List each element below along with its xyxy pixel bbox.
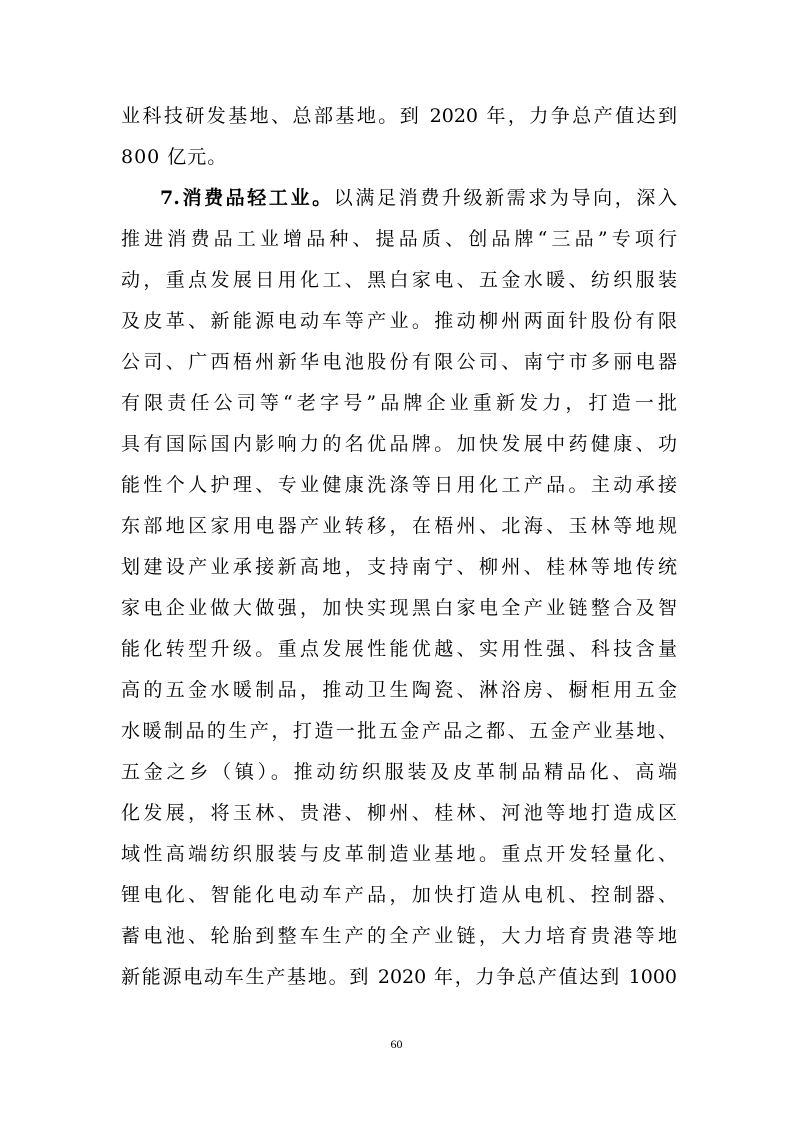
text-line: 锂电化、智能化电动车产品，加快打造从电机、控制器、 [121, 884, 677, 906]
text-line: 高的五金水暖制品，推动卫生陶瓷、淋浴房、橱柜用五金 [121, 679, 677, 701]
text-line: 能性个人护理、专业健康洗涤等日用化工产品。主动承接 [121, 474, 677, 496]
text-line: 及皮革、新能源电动车等产业。推动柳州两面针股份有限 [121, 310, 677, 332]
text-line: 水暖制品的生产，打造一批五金产品之都、五金产业基地、 [121, 720, 677, 742]
text-line: 有限责任公司等“老字号”品牌企业重新发力，打造一批 [121, 392, 677, 414]
text-line: 动，重点发展日用化工、黑白家电、五金水暖、纺织服装 [121, 269, 677, 291]
text-line: 推进消费品工业增品种、提品质、创品牌“三品”专项行 [121, 228, 677, 250]
section-7-heading: 7.消费品轻工业。 [160, 187, 334, 209]
text-line: 业科技研发基地、总部基地。到 2020 年，力争总产值达到 [121, 105, 677, 127]
body-text [121, 96, 677, 998]
text-line: 五金之乡（镇）。推动纺织服装及皮革制品精品化、高端 [121, 761, 677, 783]
text-line: 蓄电池、轮胎到整车生产的全产业链，大力培育贵港等地 [121, 925, 677, 947]
text-line: 新能源电动车生产基地。到 2020 年，力争总产值达到 1000 [121, 966, 677, 988]
text-line: 化发展，将玉林、贵港、柳州、桂林、河池等地打造成区 [121, 802, 677, 824]
text-line: 划建设产业承接新高地，支持南宁、柳州、桂林等地传统 [121, 556, 677, 578]
text-line: 具有国际国内影响力的名优品牌。加快发展中药健康、功 [121, 433, 677, 455]
text-line: 域性高端纺织服装与皮革制造业基地。重点开发轻量化、 [121, 843, 677, 865]
text-line: 公司、广西梧州新华电池股份有限公司、南宁市多丽电器 [121, 351, 677, 373]
text-line: 800 亿元。 [121, 146, 228, 168]
text-line: 东部地区家用电器产业转移，在梧州、北海、玉林等地规 [121, 515, 677, 537]
section-7-first-line-text: 以满足消费升级新需求为导向，深入 [333, 187, 677, 209]
text-line: 家电企业做大做强，加快实现黑白家电全产业链整合及智 [121, 597, 677, 619]
text-line: 能化转型升级。重点发展性能优越、实用性强、科技含量 [121, 638, 677, 660]
page-number: 60 [390, 1037, 403, 1051]
section-7-first-line [121, 178, 677, 219]
